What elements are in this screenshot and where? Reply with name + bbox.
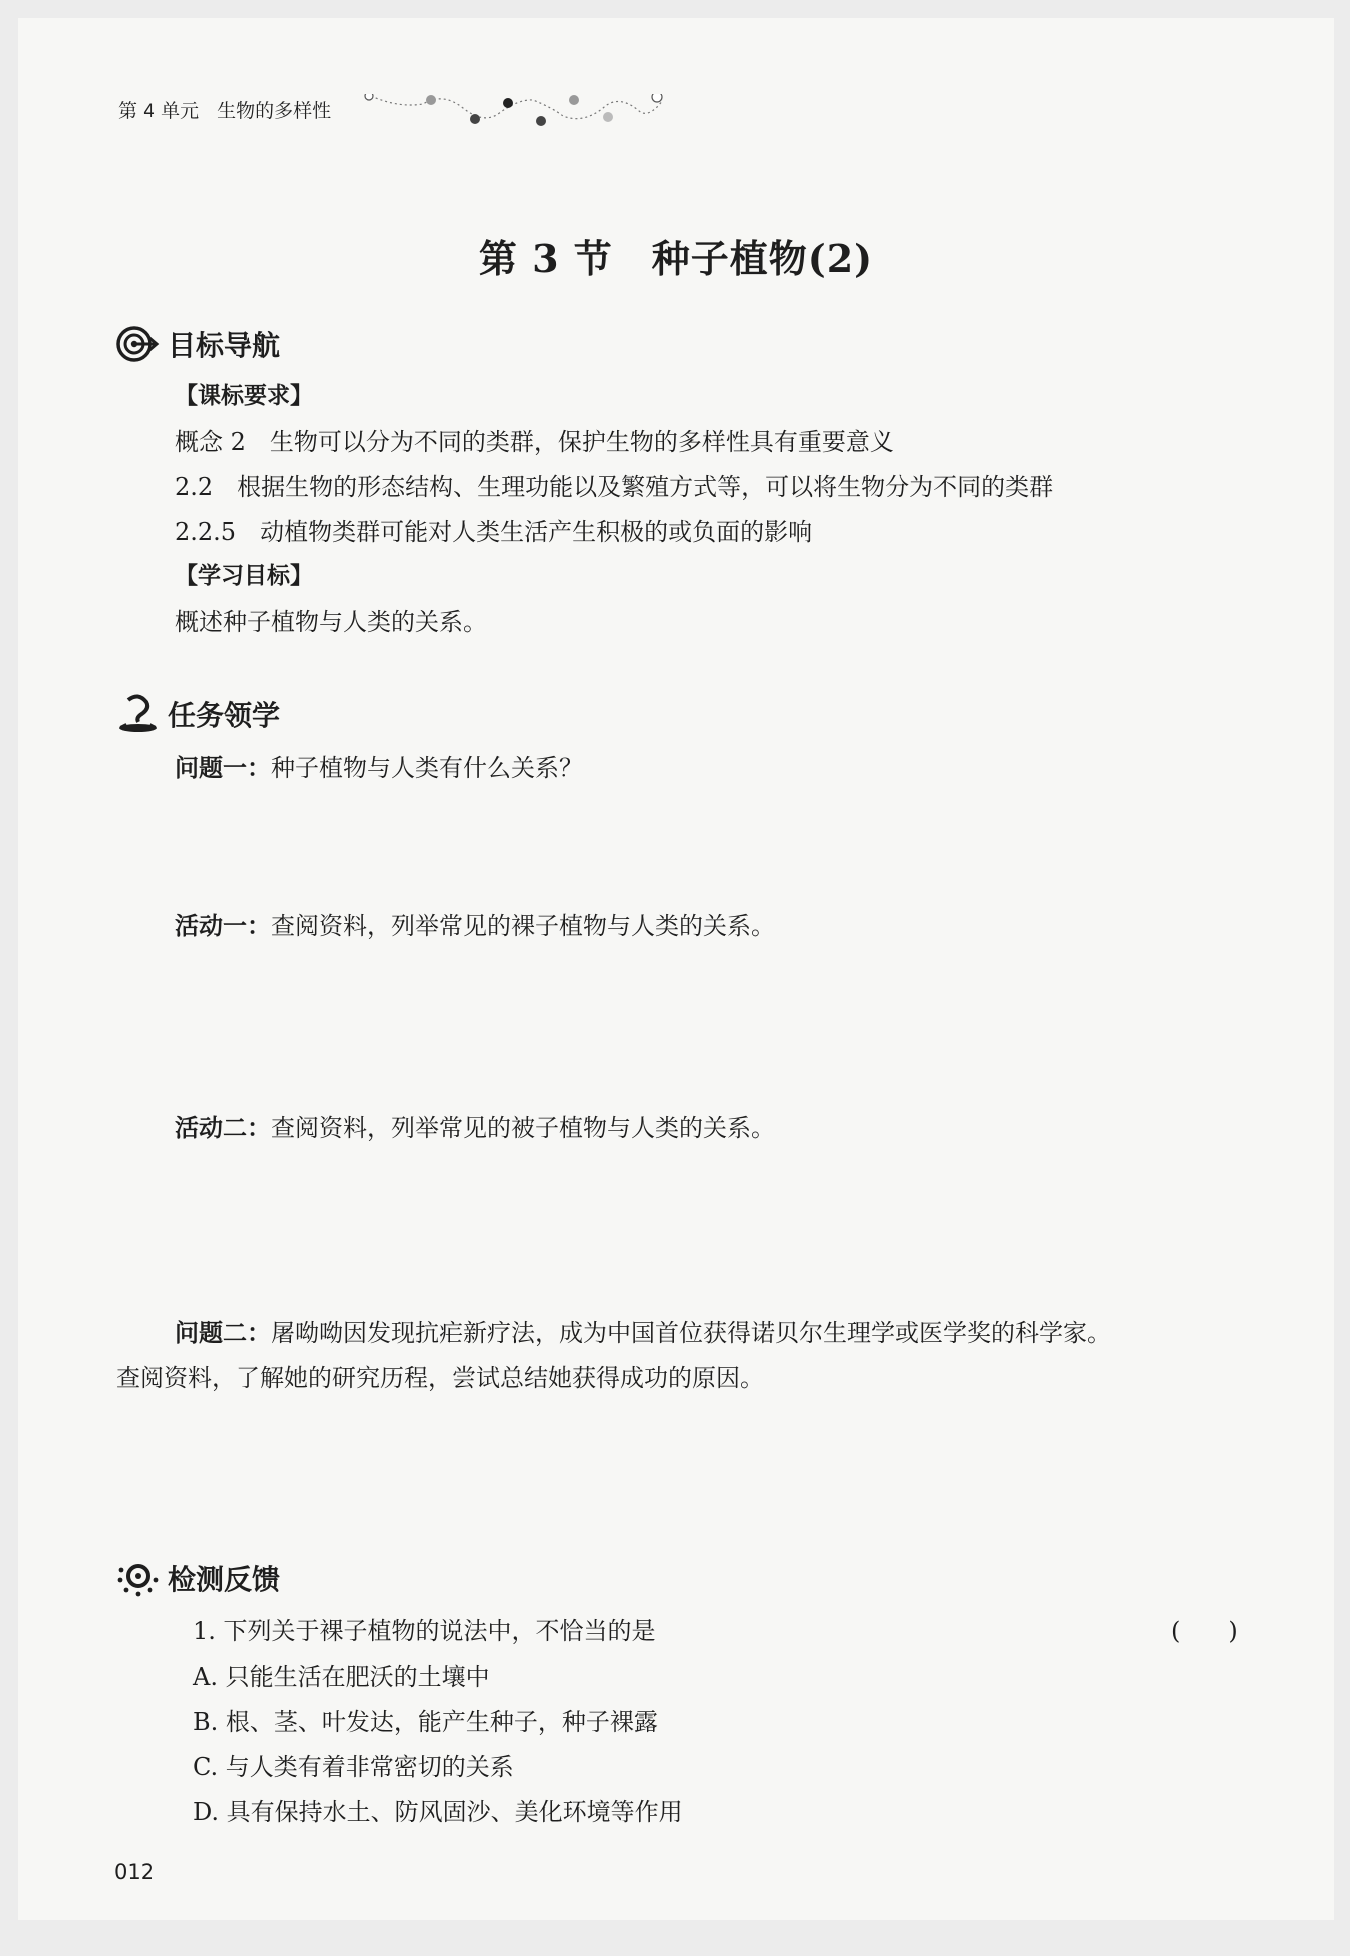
tasks-heading-text: 任务领学 — [168, 699, 281, 732]
magnifier-check-icon — [116, 1558, 160, 1598]
goals-heading-text: 目标导航 — [168, 329, 281, 362]
objective-text: 概述种子植物与人类的关系。 — [175, 608, 487, 636]
question-1-text: 种子植物与人类有什么关系？ — [271, 754, 583, 782]
page-title: 第 3 节 种子植物(2) — [478, 236, 874, 281]
question-2-text-line2: 查阅资料，了解她的研究历程，尝试总结她获得成功的原因。 — [116, 1364, 764, 1392]
study-person-icon — [116, 694, 160, 734]
unit-label: 第 4 单元 — [118, 100, 200, 122]
running-head — [118, 96, 331, 123]
objectives-label: 【学习目标】 — [175, 563, 313, 589]
unit-title: 生物的多样性 — [217, 100, 332, 122]
question-1-label: 问题一： — [175, 754, 271, 782]
standard-2-2-5: 2.2.5 动植物类群可能对人类生活产生积极的或负面的影响 — [175, 518, 813, 546]
standard-2-2: 2.2 根据生物的形态结构、生理功能以及繁殖方式等，可以将生物分为不同的类群 — [175, 473, 1054, 501]
activity-1-text: 查阅资料，列举常见的裸子植物与人类的关系。 — [271, 912, 775, 940]
check-heading-text: 检测反馈 — [168, 1563, 281, 1596]
standards-label: 【课标要求】 — [175, 383, 313, 409]
standard-concept-2: 概念 2 生物可以分为不同的类群，保护生物的多样性具有重要意义 — [175, 428, 894, 456]
section-check-heading — [116, 1558, 280, 1598]
page — [18, 18, 1334, 1920]
page-number: 012 — [114, 1860, 155, 1884]
check-question-1: 1. 下列关于裸子植物的说法中，不恰当的是 — [193, 1617, 656, 1645]
answer-parentheses[interactable]: ( ) — [1171, 1617, 1238, 1645]
option-d: D. 具有保持水土、防风固沙、美化环境等作用 — [193, 1798, 683, 1826]
activity-2-text: 查阅资料，列举常见的被子植物与人类的关系。 — [271, 1114, 775, 1142]
target-icon — [116, 324, 160, 364]
question-1 — [175, 748, 583, 783]
question-2 — [175, 1313, 1111, 1348]
section-tasks-heading — [116, 694, 280, 734]
activity-2 — [175, 1108, 775, 1143]
option-b: B. 根、茎、叶发达，能产生种子，种子裸露 — [193, 1708, 658, 1736]
option-c: C. 与人类有着非常密切的关系 — [193, 1753, 514, 1781]
option-a: A. 只能生活在肥沃的土壤中 — [193, 1663, 490, 1691]
dotted-wave-decoration — [363, 94, 663, 128]
activity-1 — [175, 906, 775, 941]
activity-1-label: 活动一： — [175, 912, 271, 940]
question-2-label: 问题二： — [175, 1319, 271, 1347]
activity-2-label: 活动二： — [175, 1114, 271, 1142]
section-goals-heading — [116, 324, 280, 364]
question-2-text-line1: 屠呦呦因发现抗疟新疗法，成为中国首位获得诺贝尔生理学或医学奖的科学家。 — [271, 1319, 1111, 1347]
